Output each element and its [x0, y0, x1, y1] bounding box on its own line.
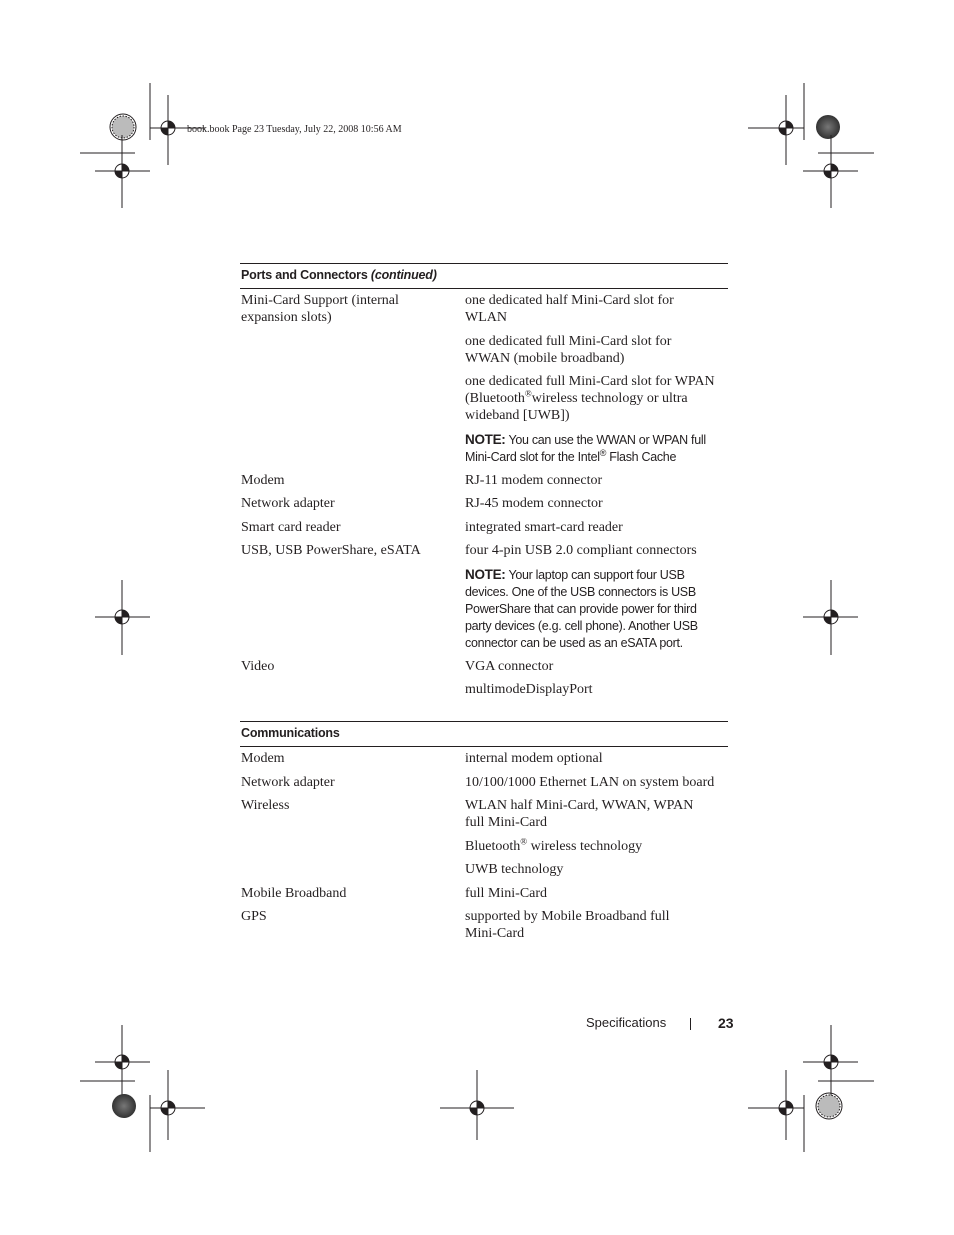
- note-text: devices. One of the USB connectors is USB: [465, 584, 696, 599]
- value-text: wireless technology: [527, 838, 643, 854]
- value-line: WWAN (mobile broadband): [465, 350, 625, 366]
- value-text: Bluetooth: [465, 838, 521, 854]
- row-label: Smart card reader: [241, 519, 341, 535]
- row-value: [465, 519, 728, 543]
- value-item: full Mini-Card: [465, 885, 548, 901]
- note-text: You can use the WWAN or WPAN full: [505, 432, 706, 447]
- row-label: Wireless: [241, 798, 290, 813]
- ports-connectors-section: [240, 263, 728, 705]
- row-label: Network adapter: [241, 774, 335, 790]
- value-item: [465, 292, 724, 326]
- note-text: party devices (e.g. cell phone). Another USB: [465, 618, 698, 633]
- value-item: integrated smart-card reader: [465, 519, 623, 535]
- note-text: Mini-Card slot for the Intel: [465, 449, 600, 464]
- value-item: [465, 333, 724, 367]
- table-row: [240, 472, 728, 496]
- value-item: RJ-11 modem connector: [465, 472, 603, 488]
- value-line: WLAN: [465, 310, 507, 325]
- value-item: [465, 835, 724, 855]
- row-value: [465, 908, 728, 949]
- table-row: [240, 542, 728, 658]
- value-line: WLAN half Mini-Card, WWAN, WPAN: [465, 798, 694, 813]
- row-label: [240, 292, 465, 472]
- row-label: Modem: [241, 751, 285, 766]
- page-footer: [586, 1015, 734, 1031]
- row-value: [465, 750, 728, 774]
- value-item: multimodeDisplayPort: [465, 682, 593, 697]
- footer-divider: [690, 1018, 691, 1030]
- row-value: [465, 472, 728, 496]
- table-row: [240, 658, 728, 705]
- value-line: [465, 390, 724, 407]
- table-row: [240, 292, 728, 472]
- row-value: [465, 542, 728, 658]
- registered-mark: ®: [520, 835, 528, 846]
- row-label: Network adapter: [241, 496, 335, 511]
- row-value: [465, 774, 728, 798]
- table-row: [240, 908, 728, 949]
- note-text: PowerShare that can provide power for third: [465, 601, 697, 616]
- communications-section: [240, 721, 728, 949]
- value-line: wideband [UWB]): [465, 408, 570, 423]
- row-value: [465, 292, 728, 472]
- note-label: NOTE:: [465, 566, 506, 582]
- value-item: [465, 797, 724, 831]
- note-text: Your laptop can support four USB: [505, 567, 685, 582]
- table-row: [240, 519, 728, 543]
- section-heading: [240, 263, 728, 289]
- value-text: (Bluetooth: [465, 391, 525, 406]
- value-line: Mini-Card: [465, 926, 525, 941]
- value-item: internal modem optional: [465, 751, 603, 766]
- note-text: Flash Cache: [606, 449, 677, 464]
- row-value: [465, 797, 728, 885]
- row-value: [465, 495, 728, 519]
- value-item: 10/100/1000 Ethernet LAN on system board: [465, 774, 715, 790]
- label-line: Mini-Card Support (internal: [241, 293, 399, 308]
- value-item: [465, 373, 724, 424]
- section-title: Ports and Connectors: [241, 268, 368, 282]
- value-line: one dedicated full Mini-Card slot for: [465, 333, 672, 349]
- row-value: [465, 885, 728, 909]
- row-label: Mobile Broadband: [241, 885, 347, 901]
- note-text: connector can be used as an eSATA port.: [465, 635, 683, 650]
- table-row: [240, 797, 728, 885]
- row-label: Video: [241, 658, 275, 674]
- value-line: supported by Mobile Broadband full: [465, 909, 670, 924]
- continued-label: (continued): [370, 268, 437, 282]
- row-label: GPS: [241, 909, 267, 924]
- value-item: RJ-45 modem connector: [465, 496, 603, 511]
- value-item: VGA connector: [465, 658, 554, 674]
- value-item: UWB technology: [465, 862, 564, 877]
- row-label: Modem: [241, 472, 285, 488]
- note: [465, 566, 724, 652]
- footer-section-name: Specifications: [586, 1015, 667, 1030]
- value-line: full Mini-Card: [465, 815, 548, 830]
- section-heading: [240, 721, 728, 747]
- registered-mark: ®: [524, 388, 532, 399]
- table-row: [240, 885, 728, 909]
- value-line: one dedicated full Mini-Card slot for WPAN: [465, 374, 715, 389]
- ports-table: [240, 292, 728, 705]
- communications-table: [240, 750, 728, 949]
- table-row: [240, 750, 728, 774]
- section-title: Communications: [241, 726, 340, 740]
- row-value: [465, 658, 728, 705]
- label-line: expansion slots): [241, 310, 332, 325]
- value-item: [465, 908, 724, 942]
- row-label: USB, USB PowerShare, eSATA: [241, 543, 421, 558]
- table-row: [240, 495, 728, 519]
- note: [465, 431, 724, 466]
- note-label: NOTE:: [465, 431, 506, 447]
- registered-mark: ®: [599, 447, 607, 458]
- value-text: wireless technology or ultra: [531, 391, 688, 406]
- page-number: 23: [718, 1015, 734, 1031]
- value-line: one dedicated half Mini-Card slot for: [465, 293, 674, 308]
- value-item: four 4-pin USB 2.0 compliant connectors: [465, 543, 697, 558]
- table-row: [240, 774, 728, 798]
- print-header: book.book Page 23 Tuesday, July 22, 2008 10:56 AM: [187, 124, 402, 135]
